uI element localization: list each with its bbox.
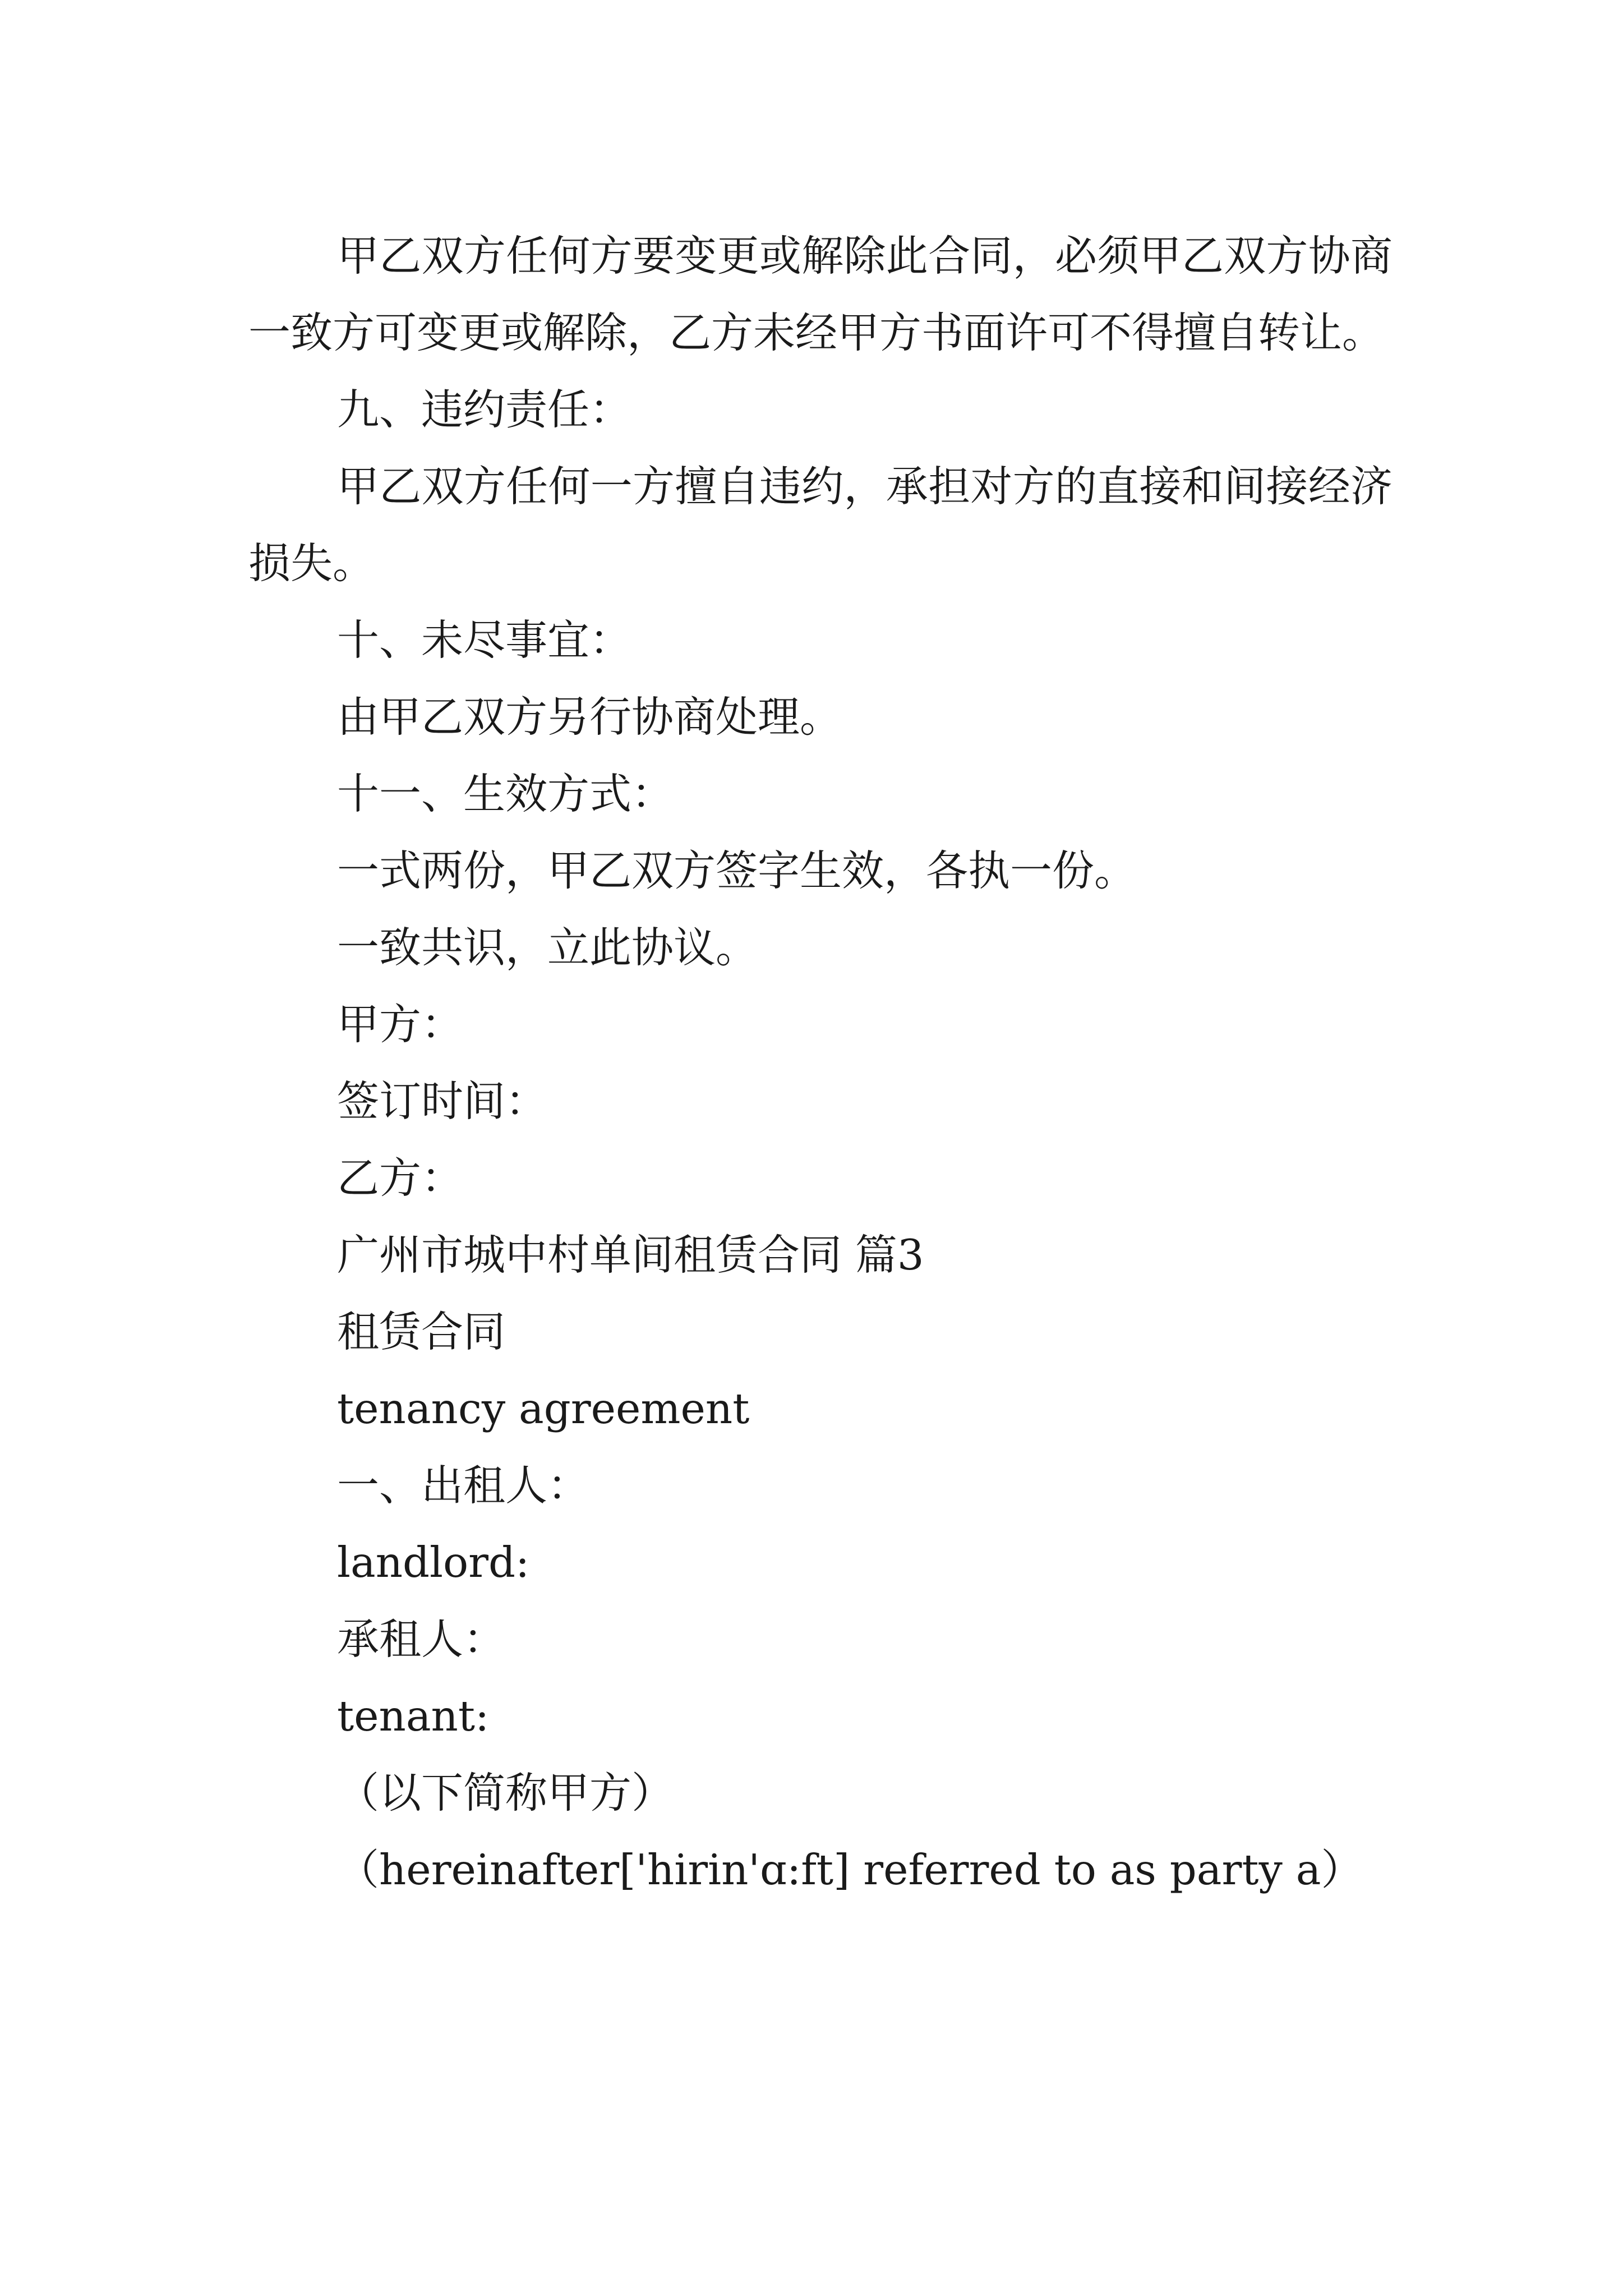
signature-party-b: 乙方： <box>337 1153 464 1203</box>
signature-party-a: 甲方： <box>337 1000 464 1049</box>
hereinafter-cn: （以下简称甲方） <box>337 1768 674 1818</box>
contract-title-cn: 租赁合同 <box>337 1307 506 1356</box>
paragraph-breach-liability: 甲乙双方任何一方擅自违约，承担对方的直接和间接经济损失。 <box>248 462 1393 588</box>
heading-breach-liability: 九、违约责任： <box>337 385 632 434</box>
heading-effective-method: 十一、生效方式： <box>337 769 674 818</box>
landlord-label-cn: 一、出租人： <box>337 1461 590 1510</box>
tenant-label-cn: 承租人： <box>337 1614 506 1664</box>
tenant-label-en: tenant: <box>337 1691 490 1741</box>
landlord-label-en: landlord: <box>337 1538 530 1587</box>
document-body <box>248 218 1393 1908</box>
hereinafter-en: （hereinafter['hirin'ɑ:ft] referred to as party a） <box>337 1845 1363 1894</box>
paragraph-agreement: 一致共识，立此协议。 <box>337 923 758 972</box>
contract-title-en: tenancy agreement <box>337 1384 750 1433</box>
signature-date: 签订时间： <box>337 1076 548 1126</box>
paragraph-effective-method: 一式两份，甲乙双方签字生效，各执一份。 <box>337 846 1137 895</box>
paragraph-unsettled-matters: 由甲乙双方另行协商处理。 <box>337 692 842 742</box>
heading-unsettled-matters: 十、未尽事宜： <box>337 615 632 665</box>
section-title: 广州市城中村单间租赁合同 篇3 <box>337 1230 924 1280</box>
paragraph-contract-change: 甲乙双方任何方要变更或解除此合同，必须甲乙双方协商一致方可变更或解除，乙方未经甲方书面许可不得擅自转让。 <box>248 231 1393 357</box>
